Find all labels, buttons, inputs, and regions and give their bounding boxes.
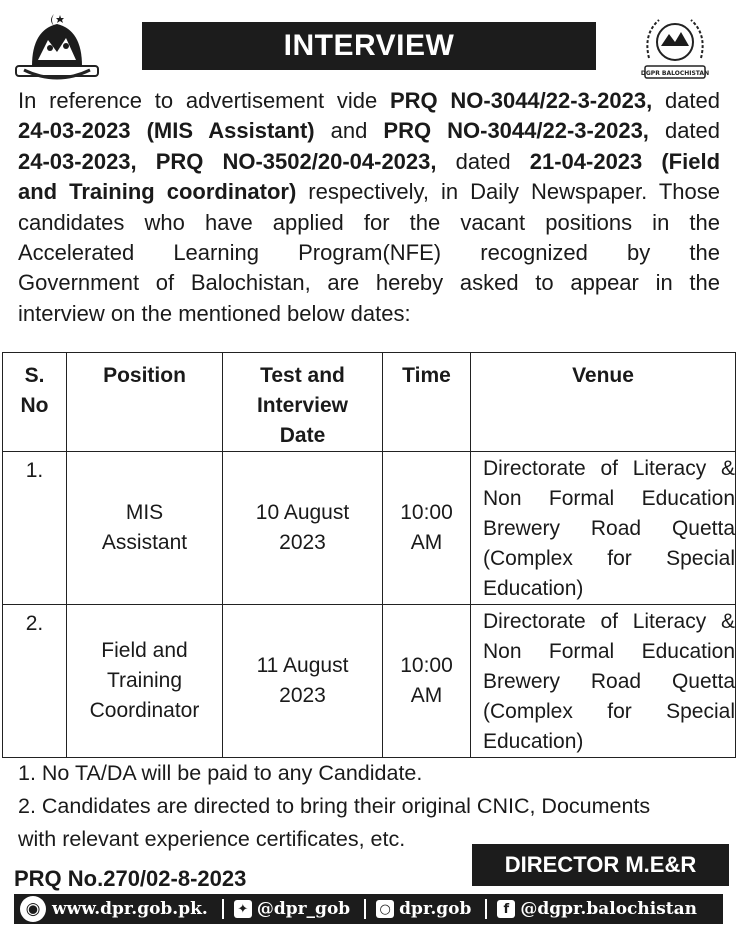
page-title: INTERVIEW — [142, 22, 596, 70]
divider — [222, 899, 224, 919]
cell-line: 10:00 — [400, 501, 453, 524]
divider — [485, 899, 487, 919]
table-row — [3, 452, 736, 605]
intro-line — [18, 116, 720, 146]
intro-bold-text: 24-03-2023 (MIS Assistant) — [18, 118, 315, 144]
intro-line — [18, 238, 720, 268]
cell-date — [223, 605, 383, 758]
header-time — [383, 353, 471, 452]
cell-line: 2023 — [279, 684, 326, 707]
intro-text: dated — [436, 148, 530, 174]
cell-line: Test and — [260, 364, 345, 387]
cell-venue — [471, 452, 736, 605]
venue-line: Education) — [483, 730, 584, 753]
intro-bold-text: PRQ NO-3044/22-3-2023, — [383, 118, 649, 144]
cell-venue — [471, 605, 736, 758]
dgpr-logo-label: DGPR BALOCHISTAN — [640, 70, 710, 77]
intro-text: and — [314, 118, 384, 144]
dgpr-logo-icon — [639, 10, 711, 82]
intro-text: dated — [648, 118, 721, 144]
signature-block: DIRECTOR M.E&R — [472, 844, 729, 886]
venue-line: Directorate of Literacy & — [483, 610, 735, 633]
cell-sno: 2. — [3, 605, 67, 758]
venue-line: Brewery Road Quetta — [483, 517, 735, 540]
intro-line — [18, 268, 720, 298]
header-date — [223, 353, 383, 452]
table-row — [3, 605, 736, 758]
venue-line: Non Formal Education — [483, 640, 735, 663]
venue-line: (Complex for Special — [483, 700, 735, 723]
cell-sno: 1. — [3, 452, 67, 605]
venue-line: Directorate of Literacy & — [483, 457, 735, 480]
cell-line: Interview — [256, 394, 349, 417]
table-header-row — [3, 353, 736, 452]
globe-icon: ◉ — [20, 896, 46, 922]
cell-line: Training — [106, 669, 183, 692]
cell-line: AM — [410, 684, 443, 707]
intro-line — [18, 86, 720, 116]
intro-paragraph — [18, 86, 720, 329]
intro-bold-text: PRQ NO-3044/22-3-2023, — [389, 88, 653, 113]
venue-line: Non Formal Education — [483, 487, 735, 510]
cell-position — [67, 605, 223, 758]
note-line: 1. No TA/DA will be paid to any Candidate. — [18, 761, 423, 785]
cell-position — [67, 452, 223, 605]
intro-line — [18, 177, 720, 207]
cell-line: No — [20, 394, 49, 417]
venue-line: Education) — [483, 577, 584, 600]
divider — [364, 899, 366, 919]
interview-schedule-table — [2, 352, 736, 758]
cell-line: Date — [279, 424, 326, 447]
cell-line: 2023 — [279, 531, 326, 554]
intro-bold-text: 21-04-2023 (Field — [529, 148, 721, 174]
cell-line: AM — [410, 531, 443, 554]
instagram-link[interactable]: dpr.gob — [399, 899, 472, 919]
note-line: 2. Candidates are directed to bring their original CNIC, Documents — [18, 794, 651, 818]
cell-line: Venue — [572, 364, 634, 387]
notes — [18, 757, 723, 856]
intro-line — [18, 299, 720, 329]
cell-line: S. — [24, 364, 45, 387]
note-line: with relevant experience certificates, etc. — [18, 827, 406, 851]
cell-line: 11 August — [256, 654, 349, 677]
footer-bar — [14, 894, 723, 924]
intro-line — [18, 208, 720, 238]
header-venue — [471, 353, 736, 452]
cell-line: Time — [402, 364, 451, 387]
cell-line: Field and — [101, 639, 188, 662]
facebook-icon: f — [497, 900, 515, 918]
cell-line: Position — [103, 364, 186, 387]
venue-line: (Complex for Special — [483, 547, 735, 570]
venue-line: Brewery Road Quetta — [483, 670, 735, 693]
cell-line: Coordinator — [89, 699, 200, 722]
twitter-icon: ✦ — [234, 900, 252, 918]
cell-line: Assistant — [101, 531, 188, 554]
facebook-link[interactable]: @dgpr.balochistan — [520, 899, 698, 919]
intro-text: interview on the mentioned below dates: — [18, 300, 411, 326]
intro-bold-text: 24-03-2023, PRQ NO-3502/20-04-2023, — [18, 148, 437, 174]
intro-text: Government of Balochistan, are hereby asked to appear in the — [18, 270, 720, 296]
prq-number: PRQ No.270/02-8-2023 — [14, 866, 247, 891]
cell-line: 10:00 — [400, 654, 453, 677]
instagram-icon: ○ — [376, 900, 394, 918]
cell-line: 10 August — [255, 501, 350, 524]
balochistan-govt-logo-icon — [14, 10, 100, 84]
intro-bold-text: and Training coordinator) — [18, 179, 297, 205]
intro-text: respectively, in Daily Newspaper. Those — [296, 179, 720, 205]
twitter-link[interactable]: @dpr_gob — [256, 899, 351, 919]
cell-line: MIS — [125, 501, 164, 524]
cell-date — [223, 452, 383, 605]
cell-time — [383, 452, 471, 605]
header-position — [67, 353, 223, 452]
header-sno — [3, 353, 67, 452]
intro-text: In reference to advertisement vide — [18, 88, 390, 113]
cell-time — [383, 605, 471, 758]
intro-text: Accelerated Learning Program(NFE) recognized by the — [18, 240, 720, 266]
intro-line — [18, 147, 720, 177]
intro-text: dated — [652, 88, 721, 113]
intro-text: candidates who have applied for the vacant positions in the — [18, 209, 720, 235]
website-link[interactable]: www.dpr.gob.pk. — [52, 899, 208, 919]
